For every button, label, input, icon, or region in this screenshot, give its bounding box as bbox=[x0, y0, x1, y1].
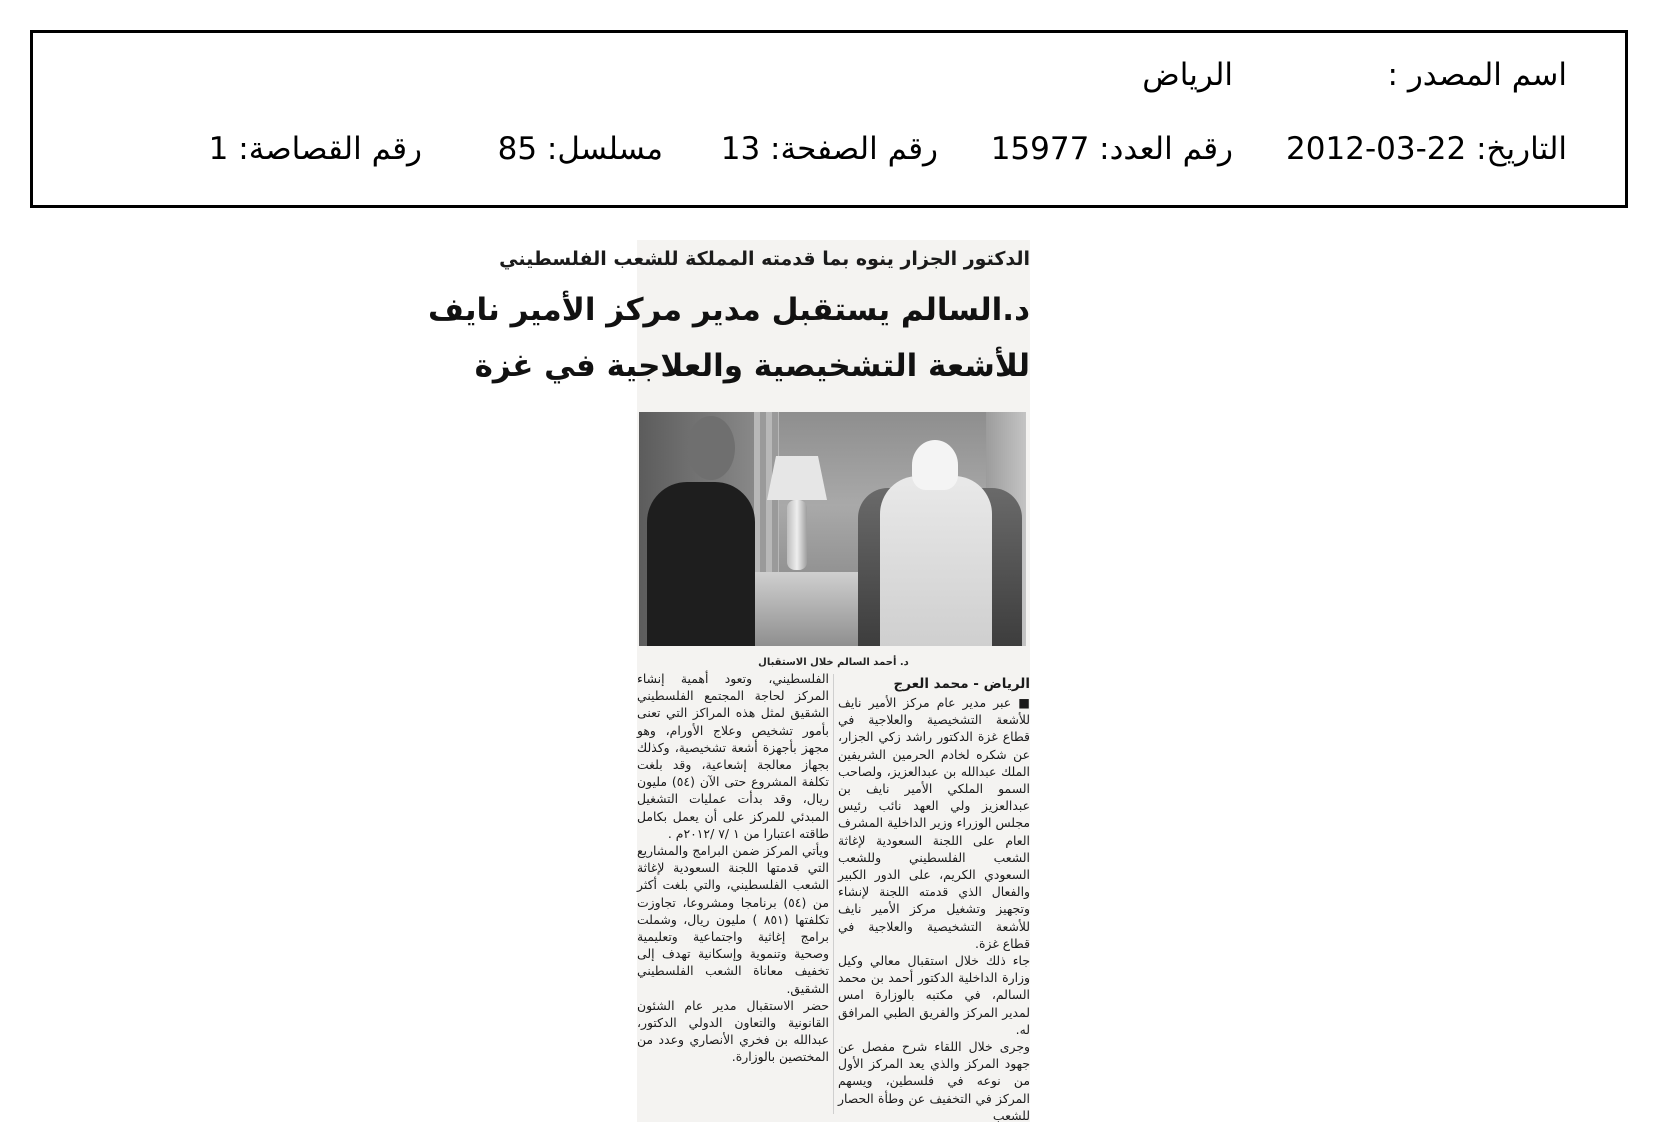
person-in-thobe bbox=[880, 476, 992, 646]
article-column-1 bbox=[838, 674, 1030, 1124]
lamp-shade bbox=[767, 456, 827, 500]
article-photo bbox=[639, 412, 1026, 646]
article-headline bbox=[427, 282, 1030, 394]
paragraph: الفلسطيني، وتعود أهمية إنشاء المركز لحاجة المجتمع الفلسطيني الشقيق لمثل هذه المراكز التي تعنى بأمور تشخيص وعلاج الأورام، وهو مجهز بأجهزة أشعة تشخيصية، وكذلك بجهاز معالجة إشعاعية، وقد بلغت تكلفة المشروع حتى الآن (٥٤) مليون ريال، وقد بدأت عمليات التشغيل المبدئي للمركز على أن يعمل بكامل طاقته اعتبارا من ١ /٧ /٢٠١٢م . bbox=[637, 671, 829, 841]
lamp-base bbox=[787, 500, 807, 570]
paragraph: وجرى خلال اللقاء شرح مفصل عن جهود المركز والذي يعد المركز الأول من نوعه في فلسطين، ويسهم المركز في التخفيف عن وطأة الحصار للشعب bbox=[838, 1039, 1030, 1123]
headline-line-2: للأشعة التشخيصية والعلاجية في غزة bbox=[474, 348, 1030, 384]
page-number-field: رقم الصفحة: 13 bbox=[720, 131, 938, 167]
clip-number-field: رقم القصاصة: 1 bbox=[208, 131, 422, 167]
byline: الرياض - محمد العرج bbox=[893, 676, 1030, 692]
headline-line-1: د.السالم يستقبل مدير مركز الأمير نايف bbox=[427, 292, 1030, 328]
paragraph: حضر الاستقبال مدير عام الشئون القانونية والتعاون الدولي الدكتور، عبدالله بن فخري الأنصاري وعدد من المختصين بالوزارة. bbox=[637, 997, 829, 1065]
article-kicker: الدكتور الجزار ينوه بما قدمته المملكة للشعب الفلسطيني bbox=[499, 248, 1030, 270]
source-value: الرياض bbox=[1142, 57, 1233, 93]
source-label: اسم المصدر : bbox=[1387, 57, 1567, 93]
column-divider bbox=[833, 674, 834, 1114]
person-in-suit bbox=[647, 482, 755, 646]
serial-field: مسلسل: 85 bbox=[497, 131, 663, 167]
clipping-metadata-box bbox=[30, 30, 1628, 208]
side-table bbox=[739, 572, 859, 646]
paragraph: جاء ذلك خلال استقبال معالي وكيل وزارة الداخلية الدكتور أحمد بن محمد السالم، في مكتبه بالوزارة امس لمدير المركز والفريق الطبي المرافق له. bbox=[838, 953, 1030, 1037]
article-column-2 bbox=[637, 670, 829, 1066]
newspaper-clipping bbox=[427, 240, 1030, 1123]
photo-caption: د. أحمد السالم خلال الاستقبال bbox=[758, 657, 909, 668]
date-field: التاريخ: 22-03-2012 bbox=[1286, 131, 1567, 167]
paragraph: ■ عبر مدير عام مركز الأمير نايف للأشعة التشخيصية والعلاجية في قطاع غزة الدكتور راشد زكي الجزار، عن شكره لخادم الحرمين الشريفين الملك عبدالله بن عبدالعزيز، ولصاحب السمو الملكي الأمير نايف بن عبدالعزيز ولي العهد نائب رئيس مجلس الوزراء وزير الداخلية المشرف العام على اللجنة السعودية لإغاثة الشعب الفلسطيني وللشعب السعودي الكريم، على الدور الكبير والفعال الذي قدمته اللجنة لإنشاء وتجهيز وتشغيل مركز الأمير نايف للأشعة التشخيصية والعلاجية في قطاع غزة. bbox=[838, 695, 1030, 951]
issue-number-field: رقم العدد: 15977 bbox=[990, 131, 1233, 167]
paragraph: ويأتي المركز ضمن البرامج والمشاريع التي قدمتها اللجنة السعودية لإغاثة الشعب الفلسطيني، والتي بلغت أكثر من (٥٤) برنامجا ومشروعا، تجاوزت تكلفتها (٨٥١ ) مليون ريال، وشملت برامج إغاثية واجتماعية وتعليمية وصحية وتنموية وإسكانية تهدف إلى تخفيف معاناة الشعب الفلسطيني الشقيق. bbox=[637, 843, 829, 996]
